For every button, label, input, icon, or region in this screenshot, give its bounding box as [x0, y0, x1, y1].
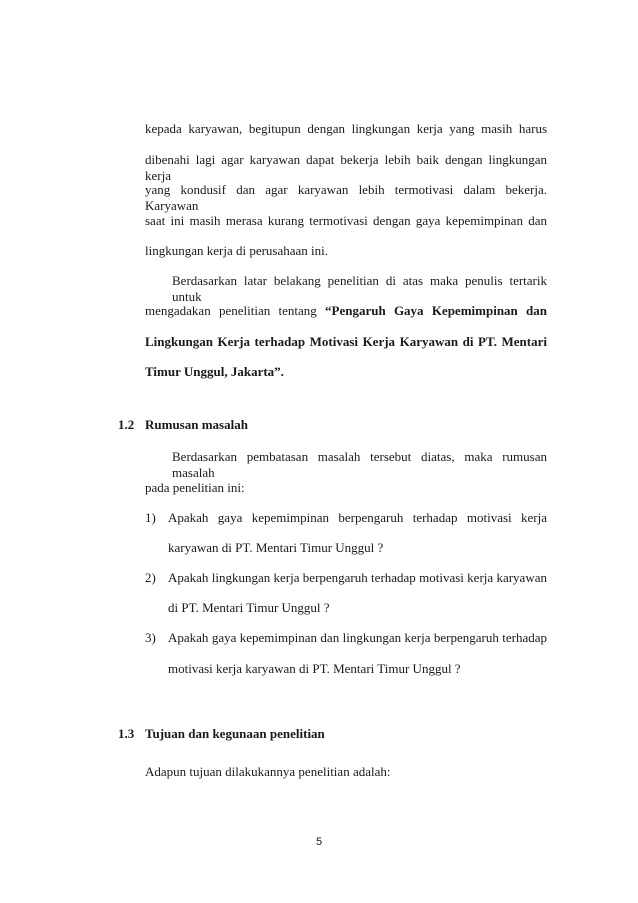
list-item-number: 2) — [145, 570, 156, 585]
list-item-text: Apakah gaya kepemimpinan berpengaruh terhadap motivasi kerja — [168, 510, 547, 525]
body-text-line: yang kondusif dan agar karyawan lebih termotivasi dalam bekerja. Karyawan — [145, 182, 547, 213]
page-number: 5 — [315, 836, 323, 848]
list-item-text: Apakah gaya kepemimpinan dan lingkungan kerja berpengaruh terhadap — [168, 630, 547, 645]
body-text-line: dibenahi lagi agar karyawan dapat bekerja lebih baik dengan lingkungan kerja — [145, 152, 547, 183]
body-text-line: Berdasarkan pembatasan masalah tersebut diatas, maka rumusan masalah — [172, 449, 547, 480]
section-number: 1.2 — [118, 417, 135, 432]
research-title-text: “Pengaruh Gaya Kepemimpinan dan — [325, 303, 548, 318]
body-text-plain: mengadakan penelitian tentang — [145, 303, 326, 318]
section-heading-1-2 — [118, 417, 248, 433]
section-title: Tujuan dan kegunaan penelitian — [145, 726, 325, 741]
list-item-number: 3) — [145, 630, 156, 645]
list-item-text: motivasi kerja karyawan di PT. Mentari Timur Unggul ? — [168, 661, 461, 676]
list-item-number: 1) — [145, 510, 156, 525]
list-item-text: karyawan di PT. Mentari Timur Unggul ? — [168, 540, 384, 555]
section-heading-1-3 — [118, 726, 325, 742]
body-text-line: saat ini masih merasa kurang termotivasi dengan gaya kepemimpinan dan — [145, 213, 547, 228]
body-text-line: kepada karyawan, begitupun dengan lingkungan kerja yang masih harus — [145, 121, 547, 136]
section-number: 1.3 — [118, 726, 135, 741]
body-text-line — [145, 303, 547, 319]
body-text-line: Berdasarkan latar belakang penelitian di atas maka penulis tertarik untuk — [172, 273, 547, 304]
list-item-text: di PT. Mentari Timur Unggul ? — [168, 600, 330, 615]
section-title: Rumusan masalah — [145, 417, 248, 432]
body-text-line: lingkungan kerja di perusahaan ini. — [145, 243, 329, 258]
body-text-line: pada penelitian ini: — [145, 480, 245, 495]
research-title-text: Lingkungan Kerja terhadap Motivasi Kerja Karyawan di PT. Mentari — [145, 334, 547, 349]
list-item-text: Apakah lingkungan kerja berpengaruh terhadap motivasi kerja karyawan — [168, 570, 547, 585]
research-title-text: Timur Unggul, Jakarta”. — [145, 364, 284, 379]
body-text-line: Adapun tujuan dilakukannya penelitian adalah: — [145, 764, 391, 779]
